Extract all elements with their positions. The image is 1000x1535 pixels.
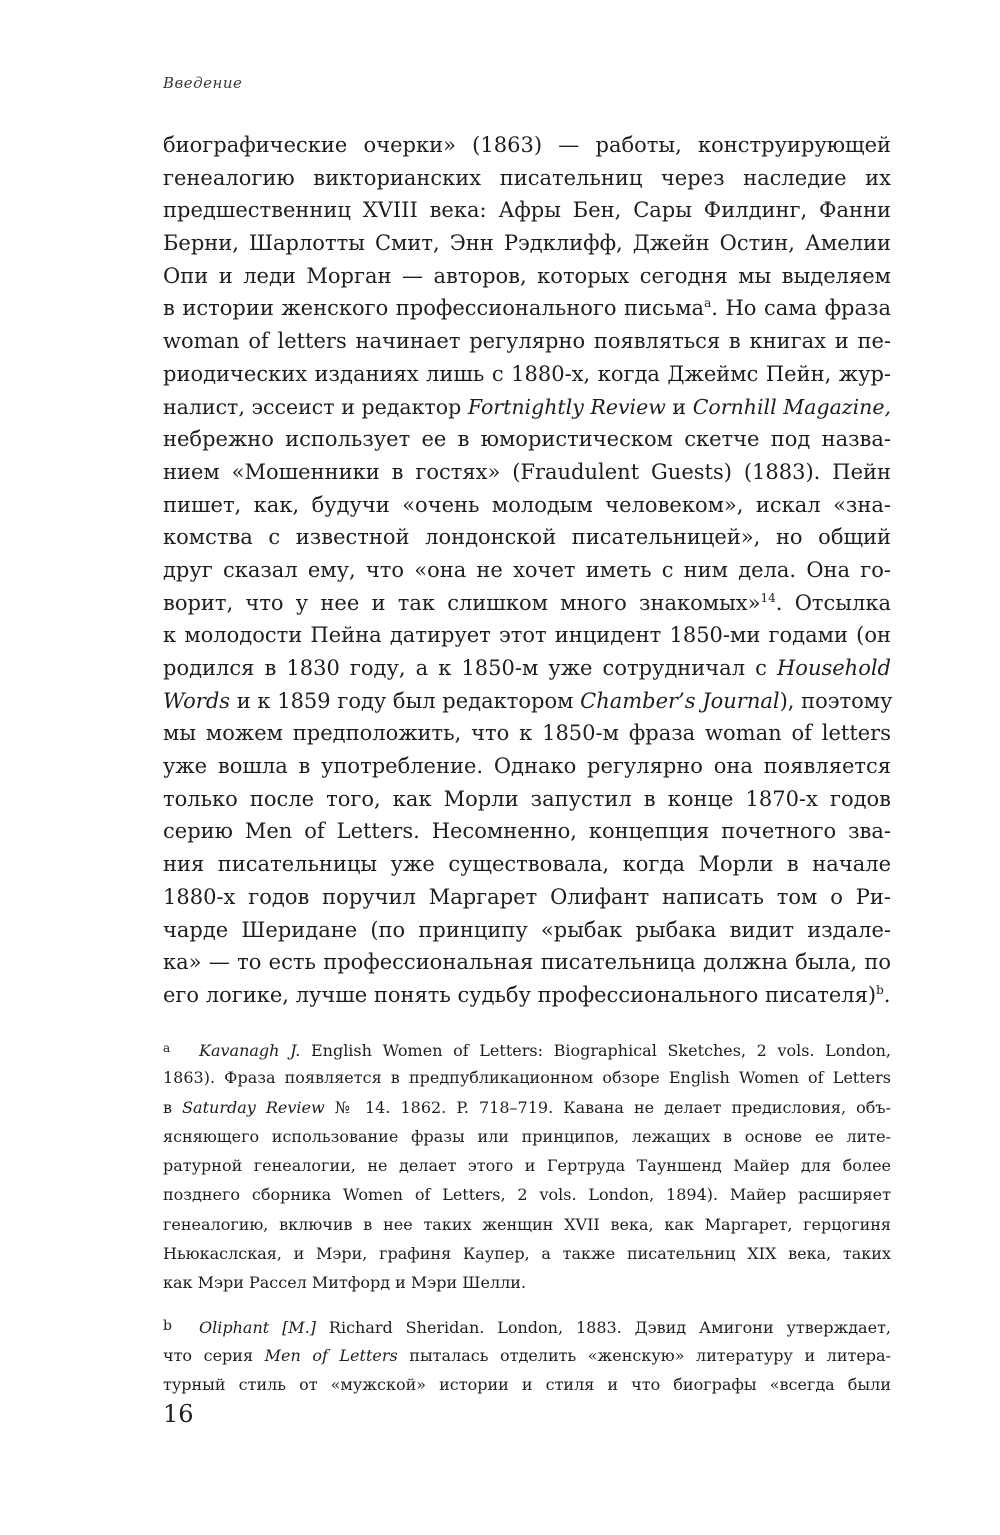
running-head: Введение bbox=[163, 74, 243, 92]
text-segment: что серия bbox=[163, 1345, 265, 1365]
text-segment: в bbox=[163, 1097, 183, 1117]
series-title: Men of Letters bbox=[264, 1345, 398, 1365]
footnote-a bbox=[163, 1034, 891, 1298]
text-line bbox=[163, 587, 891, 620]
footnote-line: генеалогию, включив в нее таких женщин XVII века, как Маргарет, герцогиня bbox=[163, 1214, 891, 1234]
footnote-ref-a[interactable]: a bbox=[704, 296, 712, 311]
text-line: Берни, Шарлотты Смит, Энн Рэдклифф, Джейн Остин, Амелии bbox=[163, 231, 891, 256]
text-segment: его логике, лучше понять судьбу профессионального писателя) bbox=[163, 982, 877, 1007]
text-line: генеалогию викторианских писательниц через наследие их bbox=[163, 165, 891, 190]
footnote-line: Ньюкаслская, и Мэри, графиня Каупер, а также писательниц XIX века, таких bbox=[163, 1244, 891, 1264]
text-segment: . Но сама фраза bbox=[711, 296, 891, 321]
text-line: друг сказал ему, что «она не хочет иметь с ним дела. Она го- bbox=[163, 557, 891, 582]
footnote-line: как Мэри Рассел Митфорд и Мэри Шелли. bbox=[163, 1273, 527, 1293]
text-line: риодических изданиях лишь с 1880-х, когда Джеймс Пейн, жур- bbox=[163, 361, 891, 386]
footnote-line: ратурной генеалогии, не делает этого и Гертруда Тауншенд Майер для более bbox=[163, 1156, 891, 1176]
text-line: нием «Мошенники в гостях» (Fraudulent Guests) (1883). Пейн bbox=[163, 459, 891, 484]
footnote-ref-b[interactable]: b bbox=[876, 982, 884, 997]
journal-title: Fortnightly Review bbox=[467, 394, 666, 419]
text-line: ния писательницы уже существовала, когда Морли в начале bbox=[163, 852, 891, 877]
journal-title: Words bbox=[163, 688, 231, 713]
text-line: серию Men of Letters. Несомненно, концепция почетного зва- bbox=[163, 819, 891, 844]
text-segment: . Отсылка bbox=[775, 590, 891, 615]
text-segment: English Women of Letters: Biographical Sketches, 2 vols. London, bbox=[300, 1041, 891, 1060]
footnote-line: позднего сборника Women of Letters, 2 vols. London, 1894). Майер расширяет bbox=[163, 1185, 891, 1205]
text-line: небрежно использует ее в юмористическом скетче под назва- bbox=[163, 427, 891, 452]
text-line: биографические очерки» (1863) — работы, конструирующей bbox=[163, 133, 891, 157]
page-number: 16 bbox=[163, 1400, 194, 1428]
text-line bbox=[163, 979, 891, 1012]
journal-title: Saturday Review bbox=[182, 1097, 325, 1117]
text-segment: Richard Sheridan. London, 1883. Дэвид Амигони утверждает, bbox=[316, 1317, 892, 1337]
author-name: Kavanagh J. bbox=[199, 1041, 301, 1060]
text-line bbox=[163, 292, 891, 325]
journal-title: Household bbox=[776, 656, 891, 680]
text-line bbox=[163, 652, 891, 685]
footnote-marker: a bbox=[163, 1041, 171, 1055]
text-line: предшественниц XVIII века: Афры Бен, Сары Филдинг, Фанни bbox=[163, 198, 891, 223]
text-line: woman of letters начинает регулярно появляться в книгах и пе- bbox=[163, 329, 891, 354]
text-segment: родился в 1830 году, а к 1850-м уже сотрудничал с bbox=[163, 656, 777, 680]
main-text bbox=[163, 129, 891, 1012]
text-segment: и bbox=[665, 394, 693, 419]
text-segment: № 14. 1862. P. 718–719. Кавана не делает предисловия, объ- bbox=[324, 1097, 891, 1117]
text-line: к молодости Пейна датирует этот инцидент 1850-ми годами (он bbox=[163, 623, 891, 648]
text-segment: ), поэтому bbox=[779, 688, 893, 713]
footnote-line: 1863). Фраза появляется в предпубликационном обзоре English Women of Letters bbox=[163, 1068, 891, 1088]
footnote-marker: b bbox=[163, 1317, 172, 1334]
text-line: уже вошла в употребление. Однако регулярно она появляется bbox=[163, 754, 891, 779]
text-line: пишет, как, будучи «очень молодым человеком», искал «зна- bbox=[163, 492, 891, 517]
footnote-line bbox=[163, 1312, 891, 1341]
text-line: 1880-х годов поручил Маргарет Олифант написать том о Ри- bbox=[163, 884, 891, 909]
text-line bbox=[163, 685, 891, 718]
text-line: чарде Шеридане (по принципу «рыбак рыбака видит издале- bbox=[163, 917, 891, 942]
footnote-line bbox=[163, 1341, 891, 1370]
text-line: мы можем предположить, что к 1850-м фраза woman of letters bbox=[163, 721, 891, 746]
footnote-line bbox=[163, 1034, 891, 1063]
text-segment: . bbox=[883, 982, 891, 1007]
footnote-line: ясняющего использование фразы или принципов, лежащих в основе ее лите- bbox=[163, 1126, 891, 1146]
footnote-line bbox=[163, 1093, 891, 1122]
journal-title: Cornhill Magazine, bbox=[692, 394, 892, 419]
text-segment: пыталась отделить «женскую» литературу и литера- bbox=[397, 1345, 891, 1365]
footnote-line: турный стиль от «мужской» истории и стиля и что биографы «всегда были bbox=[163, 1375, 891, 1395]
endnote-ref-14[interactable]: 14 bbox=[760, 590, 776, 605]
text-line: ка» — то есть профессиональная писательница должна была, по bbox=[163, 950, 891, 975]
text-line: комства с известной лондонской писательницей», но общий bbox=[163, 525, 891, 550]
text-line: Опи и леди Морган — авторов, которых сегодня мы выделяем bbox=[163, 263, 891, 288]
footnote-b bbox=[163, 1312, 891, 1400]
footnotes bbox=[163, 1034, 891, 1414]
text-segment: налист, эссеист и редактор bbox=[163, 394, 468, 419]
text-segment: ворит, что у нее и так слишком много знакомых» bbox=[163, 590, 761, 615]
journal-title: Chamber’s Journal bbox=[580, 688, 780, 713]
text-line bbox=[163, 391, 891, 424]
text-line: только после того, как Морли запустил в конце 1870-х годов bbox=[163, 786, 891, 811]
text-segment: в истории женского профессионального письма bbox=[163, 296, 705, 321]
author-name: Oliphant [M.] bbox=[199, 1317, 317, 1337]
text-segment: и к 1859 году был редактором bbox=[230, 688, 581, 713]
